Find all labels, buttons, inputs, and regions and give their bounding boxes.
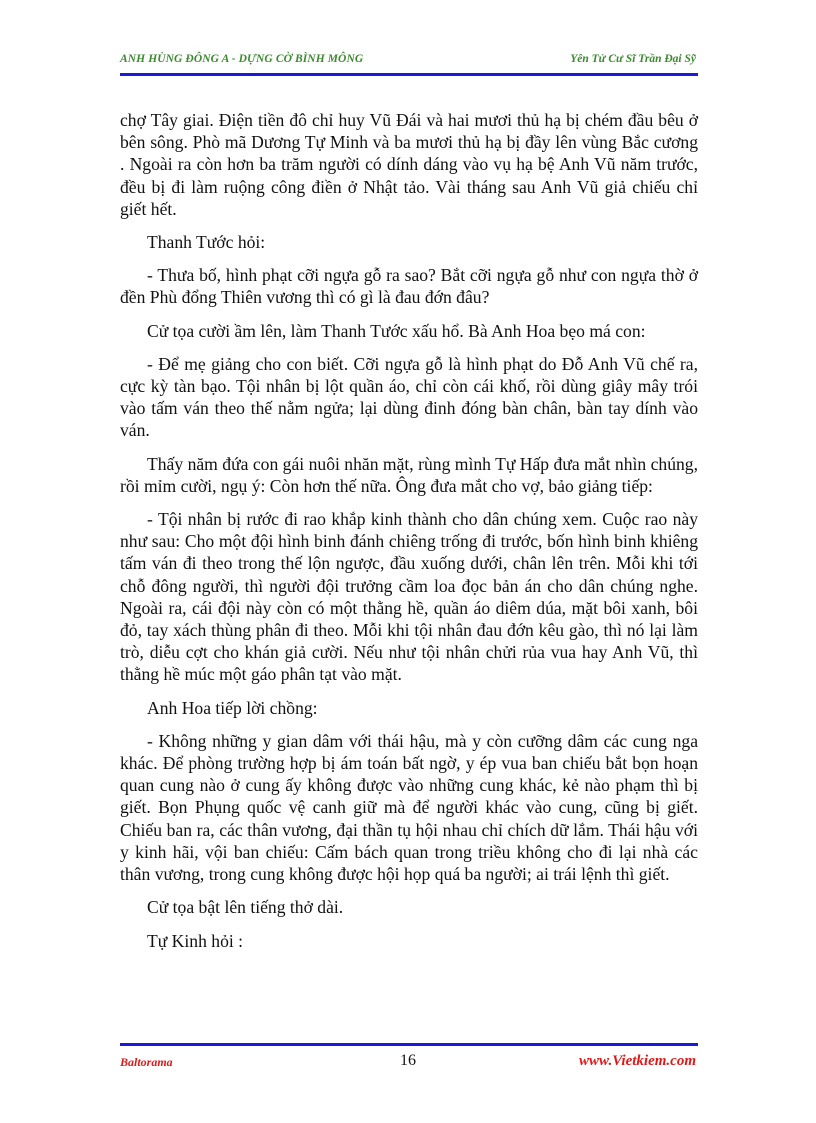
page-number: 16	[400, 1052, 416, 1069]
paragraph: Thấy năm đứa con gái nuôi nhăn mặt, rùng mình Tự Hấp đưa mắt nhìn chúng, rồi mỉm cười, ngụ ý: Còn hơn thế nữa. Ông đưa mắt cho vợ, bảo giảng tiếp:	[120, 453, 698, 496]
footer-divider	[120, 1043, 698, 1046]
paragraph: - Tội nhân bị rước đi rao khắp kinh thành cho dân chúng xem. Cuộc rao này như sau: Cho một đội hình binh đánh chiêng trống đi trước, bốn hình binh khiêng tấm ván đi theo trong thế lộn ngược, đầu xuống dưới, chân lên trên. Mỗi khi tới chỗ đông người, thì người đội trưởng cầm loa đọc bản án cho dân chúng nghe. Ngoài ra, cái đội này còn có một thằng hề, quần áo diêm dúa, mặt bôi xanh, bôi đỏ, tay xách thùng phân đi theo. Mỗi khi tội nhân đau đớn kêu gào, thì nó lại làm trò, diễu cợt cho khán giả cười. Nếu như tội nhân chửi rủa vua hay Anh Vũ, thì thằng hề múc một gáo phân tạt vào mặt.	[120, 509, 698, 685]
paragraph: Tự Kinh hỏi :	[147, 930, 244, 951]
page-body	[120, 109, 698, 963]
header-divider	[120, 73, 698, 76]
paragraph: Anh Hoa tiếp lời chồng:	[147, 697, 318, 718]
paragraph: Cử tọa cười ầm lên, làm Thanh Tước xấu hổ. Bà Anh Hoa bẹo má con:	[147, 320, 646, 341]
header-book-title: ANH HÙNG ĐÔNG A - DỰNG CỜ BÌNH MÔNG	[120, 53, 364, 65]
paragraph: Thanh Tước hỏi:	[147, 232, 266, 253]
paragraph: - Để mẹ giảng cho con biết. Cỡi ngựa gỗ là hình phạt do Đỗ Anh Vũ chế ra, cực kỳ tàn bạo. Tội nhân bị lột quần áo, chỉ còn cái khố, rồi dùng giây mây trói vào tấm ván theo thế nằm ngửa; lại dùng đinh đóng bàn chân, bàn tay dính vào ván.	[120, 353, 698, 441]
header-author: Yên Tử Cư Sĩ Trần Đại Sỹ	[570, 53, 696, 65]
paragraph: Cử tọa bật lên tiếng thở dài.	[147, 897, 344, 918]
footer-publisher: Baltorama	[120, 1055, 173, 1069]
paragraph: chợ Tây giai. Điện tiền đô chỉ huy Vũ Đái và hai mươi thủ hạ bị chém đầu bêu ở bên sông. Phò mã Dương Tự Minh và ba mươi thủ hạ bị đầy lên vùng Bắc cương . Ngoài ra còn hơn ba trăm người có dính dáng vào vụ hạ bệ Anh Vũ năm trước, đều bị đi làm ruộng công điền ở Nhật tảo. Vài tháng sau Anh Vũ giả chiếu chỉ giết hết.	[120, 110, 698, 219]
paragraph: - Thưa bố, hình phạt cỡi ngựa gỗ ra sao? Bắt cỡi ngựa gỗ như con ngựa thờ ở đền Phù đổng Thiên vương thì có gì là đau đớn đâu?	[120, 265, 698, 308]
footer-website-link[interactable]: www.Vietkiem.com	[579, 1053, 696, 1069]
paragraph: - Không những y gian dâm với thái hậu, mà y còn cưỡng dâm các cung nga khác. Để phòng trường hợp bị ám toán bất ngờ, y ép vua ban chiếu bắt bọn hoạn quan cung nào ở cung ấy không được vào những cung khác, kẻ nào phạm thì bị giết. Bọn Phụng quốc vệ canh giữ mà để người khác vào cung, cũng bị giết. Chiếu ban ra, các thân vương, đại thần tụ hội nhau chỉ chích dữ lắm. Thái hậu với y kinh hãi, vội ban chiếu: Cấm bách quan trong triều không cho đi lại nhà các thân vương, trong cung không được hội họp quá ba người; ai trái lệnh thì giết.	[120, 730, 698, 885]
page-header	[120, 50, 698, 72]
